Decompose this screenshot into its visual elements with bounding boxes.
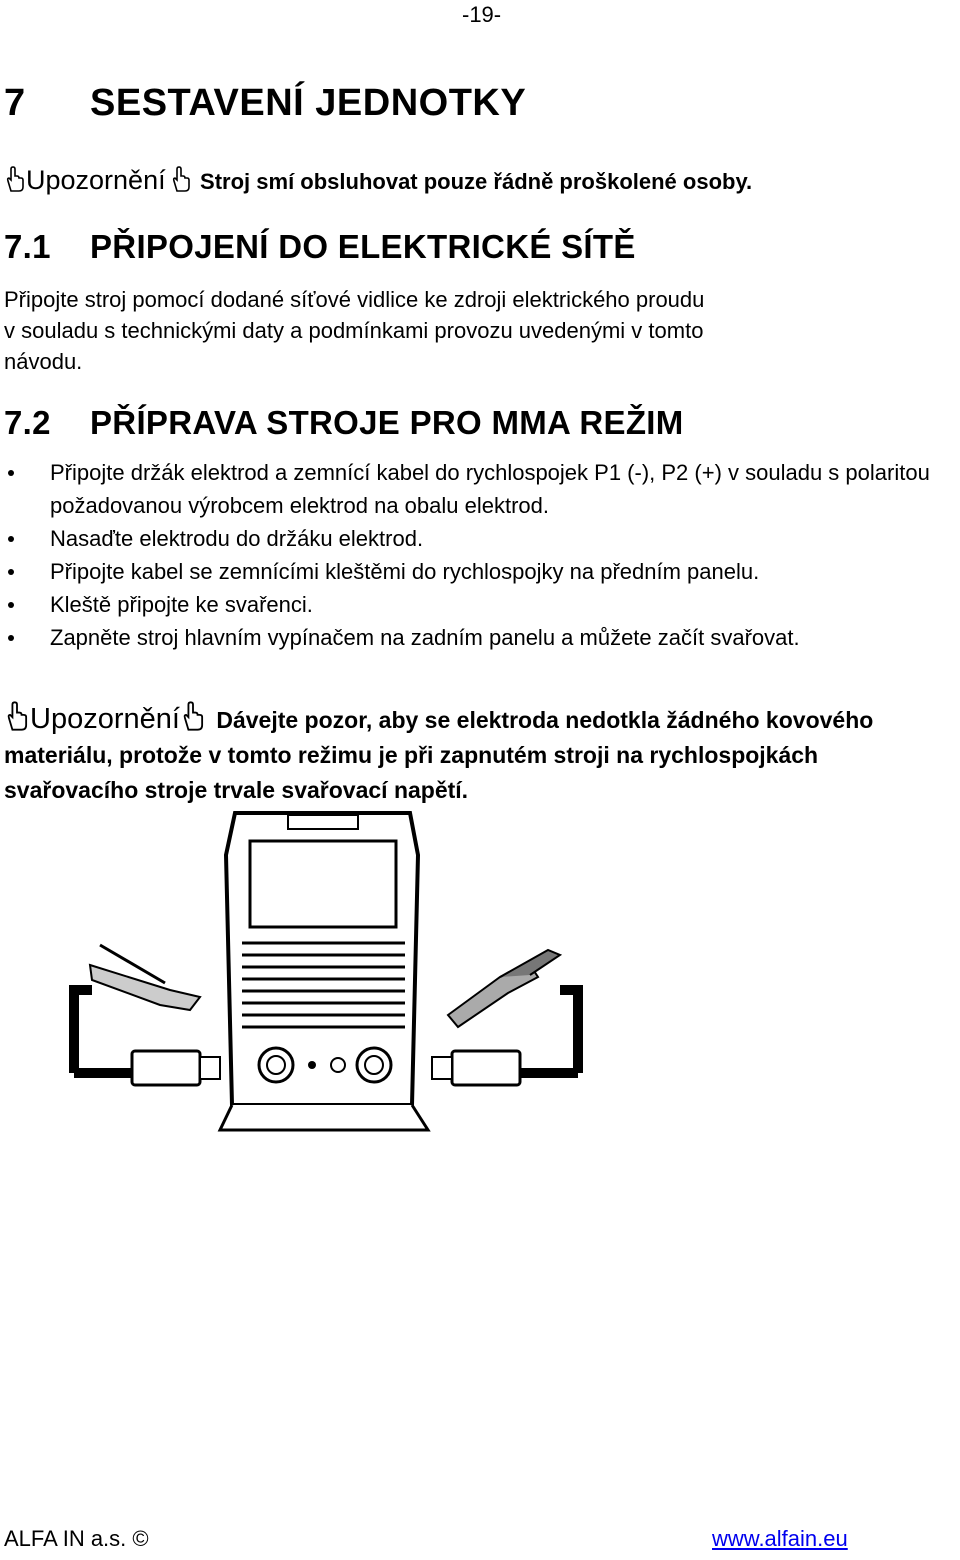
mma-steps-list — [0, 456, 940, 654]
pointing-hand-icon — [170, 165, 192, 193]
pointing-hand-icon — [4, 165, 26, 193]
subsection-title-7-1 — [4, 228, 636, 266]
paragraph-line: v souladu s technickými daty a podmínkami provozu uvedenými v tomto — [4, 318, 704, 343]
welding-machine-figure — [60, 805, 600, 1135]
subsection-number: 7.2 — [4, 404, 51, 441]
section-number: 7 — [4, 82, 26, 124]
pointing-hand-icon — [4, 700, 30, 732]
list-item: Nasaďte elektrodu do držáku elektrod. — [0, 522, 940, 555]
warning-word: Upozornění — [26, 165, 166, 195]
paragraph-line: návodu. — [4, 349, 83, 374]
list-item: Připojte držák elektrod a zemnící kabel do rychlospojek P1 (-), P2 (+) v souladu s polaritou požadovanou výrobcem elektrod na obalu elektrod. — [0, 456, 940, 522]
list-item: Kleště připojte ke svařenci. — [0, 588, 940, 621]
subsection-title-text: PŘÍPRAVA STROJE PRO MMA REŽIM — [90, 404, 684, 441]
list-item: Připojte kabel se zemnícími kleštěmi do rychlospojky na předním panelu. — [0, 555, 940, 588]
warning-notice-2 — [4, 700, 954, 808]
section-title — [4, 82, 526, 125]
subsection-title-text: PŘIPOJENÍ DO ELEKTRICKÉ SÍTĚ — [90, 228, 636, 265]
warning-notice-1 — [4, 165, 752, 196]
subsection-number: 7.1 — [4, 228, 51, 265]
mains-connection-paragraph — [4, 284, 904, 377]
footer-company: ALFA IN a.s. © — [4, 1526, 149, 1551]
welding-machine-diagram — [60, 805, 600, 1135]
paragraph-line: Připojte stroj pomocí dodané síťové vidlice ke zdroji elektrického proudu — [4, 287, 705, 312]
list-item: Zapněte stroj hlavním vypínačem na zadním panelu a můžete začít svařovat. — [0, 621, 940, 654]
warning-word: Upozornění — [30, 703, 180, 735]
warning-text: Stroj smí obsluhovat pouze řádně proškolené osoby. — [200, 169, 753, 194]
subsection-title-7-2 — [4, 404, 684, 442]
warning-text: Dávejte pozor, aby se elektroda nedotkla žádného kovového materiálu, protože v tomto režimu je při zapnutém stroji na rychlospojkách svařovacího stroje trvale svařovací napětí. — [4, 707, 874, 803]
footer-website-link[interactable]: www.alfain.eu — [712, 1526, 848, 1551]
pointing-hand-icon — [180, 700, 206, 732]
page-number: -19- — [462, 2, 502, 27]
section-title-text: SESTAVENÍ JEDNOTKY — [90, 82, 527, 124]
